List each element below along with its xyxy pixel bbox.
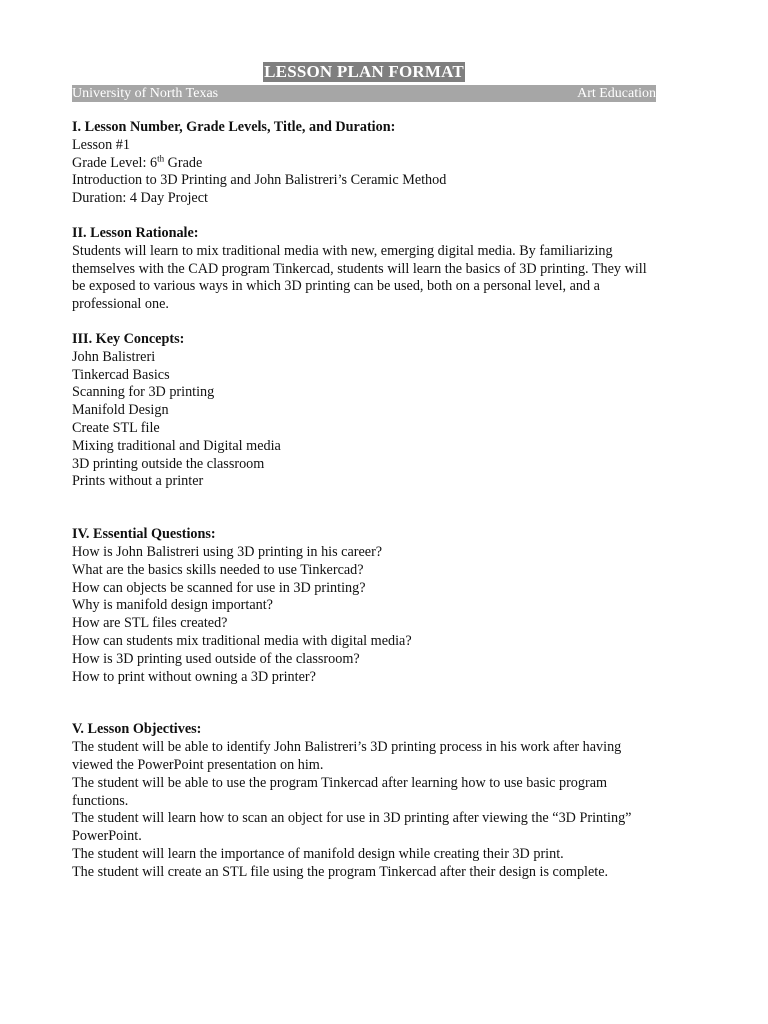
- concept-item: Tinkercad Basics: [72, 366, 170, 383]
- header-department: Art Education: [577, 86, 656, 101]
- rationale-line: themselves with the CAD program Tinkercad, students will learn the basics of 3D printing. They will: [72, 260, 647, 277]
- grade-prefix: Grade Level: 6: [72, 154, 158, 171]
- objective-line: The student will learn the importance of manifold design while creating their 3D print.: [72, 845, 564, 862]
- rationale-line: professional one.: [72, 296, 169, 313]
- objective-line: PowerPoint.: [72, 828, 142, 845]
- rationale-line: Students will learn to mix traditional media with new, emerging digital media. By familiarizing: [72, 242, 613, 259]
- concept-item: Manifold Design: [72, 402, 169, 419]
- objective-line: viewed the PowerPoint presentation on him.: [72, 756, 324, 773]
- section-heading: IV. Essential Questions:: [72, 526, 216, 543]
- question-item: How are STL files created?: [72, 615, 228, 632]
- section-heading: I. Lesson Number, Grade Levels, Title, and Duration:: [72, 119, 396, 135]
- concept-item: Prints without a printer: [72, 473, 204, 490]
- document-title: LESSON PLAN FORMAT: [264, 62, 464, 81]
- lesson-duration: Duration: 4 Day Project: [72, 190, 208, 207]
- objective-line: The student will create an STL file using the program Tinkercad after their design is complete.: [72, 863, 609, 880]
- objective-line: functions.: [72, 792, 129, 809]
- question-item: How is John Balistreri using 3D printing in his career?: [72, 543, 383, 560]
- objective-line: The student will learn how to scan an object for use in 3D printing after viewing the “3D Printing”: [72, 810, 632, 827]
- section-heading: V. Lesson Objectives:: [72, 721, 202, 738]
- question-item: How is 3D printing used outside of the classroom?: [72, 650, 360, 667]
- title-wrapper: [72, 62, 656, 84]
- section-rationale: [72, 225, 656, 314]
- concept-item: Mixing traditional and Digital media: [72, 437, 281, 454]
- objective-line: The student will be able to use the program Tinkercad after learning how to use basic program: [72, 774, 608, 791]
- grade-level: [72, 152, 656, 173]
- question-item: How can students mix traditional media with digital media?: [72, 632, 412, 649]
- question-item: How can objects be scanned for use in 3D printing?: [72, 579, 366, 596]
- question-item: What are the basics skills needed to use Tinkercad?: [72, 561, 364, 578]
- header-bar: [72, 85, 656, 102]
- concept-item: John Balistreri: [72, 348, 156, 365]
- grade-superscript: th: [157, 152, 165, 163]
- concept-item: Scanning for 3D printing: [72, 384, 215, 401]
- objective-line: The student will be able to identify John Balistreri’s 3D printing process in his work after having: [72, 739, 622, 756]
- section-essential-questions: [72, 526, 656, 686]
- section-lesson-info: [72, 119, 656, 208]
- lesson-title: Introduction to 3D Printing and John Balistreri’s Ceramic Method: [72, 172, 447, 189]
- lesson-number: Lesson #1: [72, 136, 130, 153]
- section-objectives: [72, 721, 656, 881]
- grade-suffix: Grade: [164, 154, 203, 171]
- question-item: How to print without owning a 3D printer?: [72, 668, 316, 685]
- section-heading: III. Key Concepts:: [72, 330, 185, 347]
- section-heading: II. Lesson Rationale:: [72, 224, 199, 241]
- concept-item: 3D printing outside the classroom: [72, 455, 265, 472]
- header-university: University of North Texas: [72, 86, 219, 101]
- rationale-line: be exposed to various ways in which 3D printing can be used, both on a personal level, and a: [72, 278, 600, 295]
- question-item: Why is manifold design important?: [72, 597, 273, 614]
- section-key-concepts: [72, 331, 656, 491]
- concept-item: Create STL file: [72, 419, 160, 436]
- document-page: [72, 62, 656, 881]
